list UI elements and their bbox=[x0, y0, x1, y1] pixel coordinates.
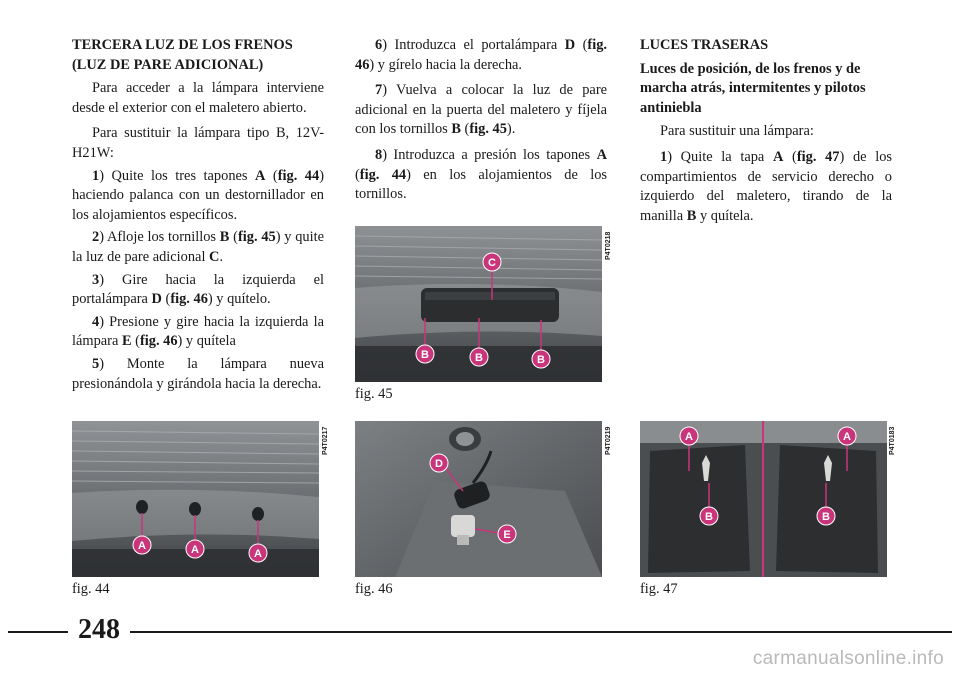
label-c: C bbox=[488, 257, 496, 269]
step-1: 1) Quite la tapa A (fig. 47) de los compartimientos de servicio derecho o izquierdo del maletero, tirando de la manilla B y quítela. bbox=[640, 148, 892, 224]
text-column-3 bbox=[640, 36, 892, 229]
label-a: A bbox=[254, 548, 262, 560]
figure-code: P4T0218 bbox=[605, 231, 612, 260]
step-1: 1) Quite los tres tapones A (fig. 44) haciendo palanca con un destornillador en los alojamientos específicos. bbox=[72, 167, 324, 223]
label-b: B bbox=[475, 352, 483, 364]
section-heading-luces-traseras: LUCES TRASERAS bbox=[640, 37, 769, 53]
label-a: A bbox=[191, 544, 199, 556]
figure-caption-44: fig. 44 bbox=[72, 581, 110, 597]
paragraph: Para sustituir una lámpara: bbox=[660, 123, 814, 140]
figure-code: P4T0219 bbox=[605, 426, 612, 455]
figure-caption-45: fig. 45 bbox=[355, 386, 393, 402]
footer-rule-left bbox=[8, 631, 68, 633]
figure-caption-46: fig. 46 bbox=[355, 581, 393, 597]
page-number: 248 bbox=[70, 614, 128, 646]
figure-code: P4T0217 bbox=[322, 426, 329, 455]
step-2: 2) Afloje los tornillos B (fig. 45) y quite la luz de pare adicional C. bbox=[72, 229, 325, 265]
label-a: A bbox=[138, 540, 146, 552]
label-d: D bbox=[435, 458, 443, 470]
figure-44-photo bbox=[72, 421, 319, 577]
step-4: 4) Presione y gire hacia la izquierda la lámpara E (fig. 46) y quítela bbox=[72, 313, 324, 350]
label-b: B bbox=[537, 354, 545, 366]
label-b: B bbox=[705, 511, 713, 523]
figure-caption-47: fig. 47 bbox=[640, 581, 678, 597]
label-e: E bbox=[503, 529, 511, 541]
paragraph: Para sustituir la lámpara tipo B, 12V-H21W: bbox=[72, 125, 324, 161]
text-column-2 bbox=[355, 36, 607, 208]
step-6: 6) Introduzca el portalámpara D (fig. 46) y gírelo hacia la derecha. bbox=[355, 37, 607, 73]
figure-45-photo bbox=[355, 226, 602, 382]
label-a: A bbox=[685, 431, 693, 443]
figure-47-photo bbox=[640, 421, 887, 577]
figure-46-photo bbox=[355, 421, 602, 577]
step-3: 3) Gire hacia la izquierda el portalámpara D (fig. 46) y quítelo. bbox=[72, 271, 324, 308]
label-a: A bbox=[843, 431, 851, 443]
step-7: 7) Vuelva a colocar la luz de pare adicional en la puerta del maletero y fíjela con los tornillos B (fig. 45). bbox=[355, 82, 607, 138]
label-b: B bbox=[421, 349, 429, 361]
step-8: 8) Introduzca a presión los tapones A (fig. 44) en los alojamientos de los tornillos. bbox=[355, 146, 607, 203]
watermark: carmanualsonline.info bbox=[752, 648, 944, 669]
figure-code: P4T0183 bbox=[889, 426, 896, 455]
step-5: 5) Monte la lámpara nueva presionándola y girándola hacia la derecha. bbox=[72, 355, 324, 392]
section-heading-tercera-luz: TERCERA LUZ DE LOS FRENOS (LUZ DE PARE ADICIONAL) bbox=[72, 37, 293, 73]
text-column-1 bbox=[72, 36, 324, 397]
subsection-heading: Luces de posición, de los frenos y de marcha atrás, intermitentes y pilotos antiniebla bbox=[640, 60, 866, 116]
paragraph: Para acceder a la lámpara interviene desde el exterior con el maletero abierto. bbox=[72, 80, 324, 116]
footer-rule-right bbox=[130, 631, 952, 633]
label-b: B bbox=[822, 511, 830, 523]
